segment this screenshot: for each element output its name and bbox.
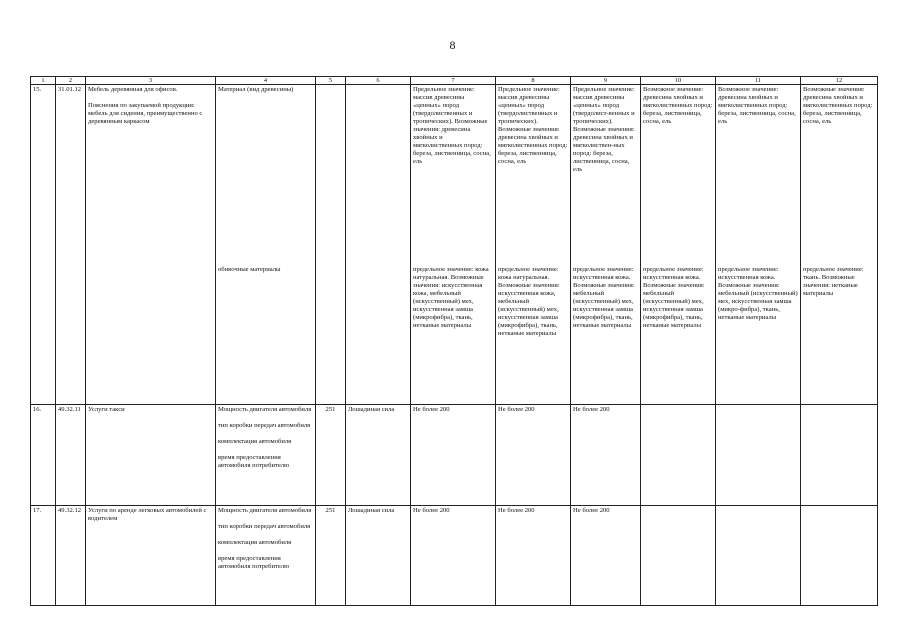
row-number: 16. — [31, 405, 56, 506]
product-note: Пояснения по закупаемой продукции: мебель для сидения, преимущественно с деревянным каркасом — [88, 102, 203, 126]
col-header: 8 — [496, 77, 571, 85]
value-cell — [716, 506, 801, 606]
value-cell: Возможные значения: древесина хвойных и мягколиственных пород: береза, лиственница, сосна, ель — [801, 85, 878, 265]
value-cell: предельное значение: кожа натуральная. Возможные значения: искусственная кожа, мебельный (искусственный) мех, искусственная замша (микрофибра), ткань, нетканые материалы — [496, 265, 571, 405]
requirements-table — [30, 76, 878, 606]
row-number: 17. — [31, 506, 56, 606]
value-cell — [641, 506, 716, 606]
okei-code: 251 — [316, 405, 346, 506]
okei-code — [316, 85, 346, 405]
value-cell: Предельное значение: массив древесины «ценных» пород (твердолист-венных и тропических). Возможные значения: древесина хвойных и мягколиствен-ных пород: береза, лиственница, сосна, ель — [571, 85, 641, 265]
characteristic — [216, 506, 316, 606]
char-gearbox: тип коробки передач автомобиля — [218, 523, 311, 531]
value-cell: Предельное значение: массив древесины «ценных» пород (твердолиственных и тропических). Возможные значения: древесина хвойных и мягколиственных пород: береза, лиственница, сосна, ель — [411, 85, 496, 265]
okei-code: 251 — [316, 506, 346, 606]
char-gearbox: тип коробки передач автомобиля — [218, 422, 311, 430]
value-cell — [801, 506, 878, 606]
char-power: Мощность двигателя автомобиля — [218, 507, 312, 514]
col-header: 10 — [641, 77, 716, 85]
col-header: 12 — [801, 77, 878, 85]
col-header: 1 — [31, 77, 56, 85]
col-header: 3 — [86, 77, 216, 85]
value-cell: Не более 200 — [496, 405, 571, 506]
column-number-row — [31, 77, 878, 85]
value-cell: предельное значение: ткань. Возможные значения: нетканые материалы — [801, 265, 878, 405]
char-equipment: комплектация автомобиля — [218, 539, 292, 547]
char-power: Мощность двигателя автомобиля — [218, 406, 312, 413]
product-name — [86, 85, 216, 405]
page-number: 8 — [449, 38, 456, 52]
col-header: 7 — [411, 77, 496, 85]
value-cell: Не более 200 — [571, 506, 641, 606]
value-cell — [641, 405, 716, 506]
char-time: время предоставления автомобиля потребителю — [218, 555, 289, 571]
value-cell — [716, 405, 801, 506]
char-time: время предоставления автомобиля потребителю — [218, 454, 289, 470]
value-cell: Не более 200 — [411, 506, 496, 606]
col-header: 4 — [216, 77, 316, 85]
okpd-code: 31.01.12 — [56, 85, 86, 405]
value-cell: Не более 200 — [571, 405, 641, 506]
value-cell: предельное значение: искусственная кожа. Возможные значения: мебельный (искусственный) мех, искусственная замша (микрофибра), ткань, нетканые материалы — [571, 265, 641, 405]
product-title: Мебель деревянная для офисов. — [88, 86, 178, 93]
col-header: 5 — [316, 77, 346, 85]
char-equipment: комплектация автомобиля — [218, 438, 292, 446]
table-row — [31, 85, 878, 265]
value-cell: Возможное значение: древесина хвойных и мягколиственных пород: береза, лиственница, сосна, ель — [641, 85, 716, 265]
col-header: 6 — [346, 77, 411, 85]
row-number: 15. — [31, 85, 56, 405]
okei-name — [346, 85, 411, 405]
okpd-code: 49.32.12 — [56, 506, 86, 606]
table-row — [31, 506, 878, 606]
okei-name: Лошадиная сила — [346, 506, 411, 606]
characteristic: обивочные материалы — [216, 265, 316, 405]
value-cell: предельное значение: кожа натуральная. Возможные значения: искусственная кожа, мебельный (искусственный) мех, искусственная замша (микрофибра), ткань, нетканые материалы — [411, 265, 496, 405]
value-cell: Не более 200 — [411, 405, 496, 506]
value-cell: предельное значение: искусственная кожа. Возможные значения: мебельный (искусственный) мех, искусственная замша (микрофибра), ткань, нетканые материалы — [641, 265, 716, 405]
characteristic: Материал (вид древесины) — [216, 85, 316, 265]
col-header: 9 — [571, 77, 641, 85]
okei-name: Лошадиная сила — [346, 405, 411, 506]
col-header: 2 — [56, 77, 86, 85]
product-name: Услуги такси — [86, 405, 216, 506]
value-cell: Не более 200 — [496, 506, 571, 606]
okpd-code: 49.32.11 — [56, 405, 86, 506]
value-cell: Возможное значение: древесина хвойных и мягколиственных пород: береза, лиственница, сосна, ель — [716, 85, 801, 265]
table-row — [31, 405, 878, 506]
value-cell — [801, 405, 878, 506]
characteristic — [216, 405, 316, 506]
value-cell: Предельное значение: массив древесины «ценных» пород (твердолиственных и тропических). Возможные значения: древесина хвойных и мягколиственных пород: береза, лиственница, сосна, ель — [496, 85, 571, 265]
product-name: Услуги по аренде легковых автомобилей с водителем — [86, 506, 216, 606]
value-cell: предельное значение: искусственная кожа. Возможные значения: мебельный (искусственный) мех, искусственная замша (микро-фибра), ткань, нетканые материалы — [716, 265, 801, 405]
col-header: 11 — [716, 77, 801, 85]
